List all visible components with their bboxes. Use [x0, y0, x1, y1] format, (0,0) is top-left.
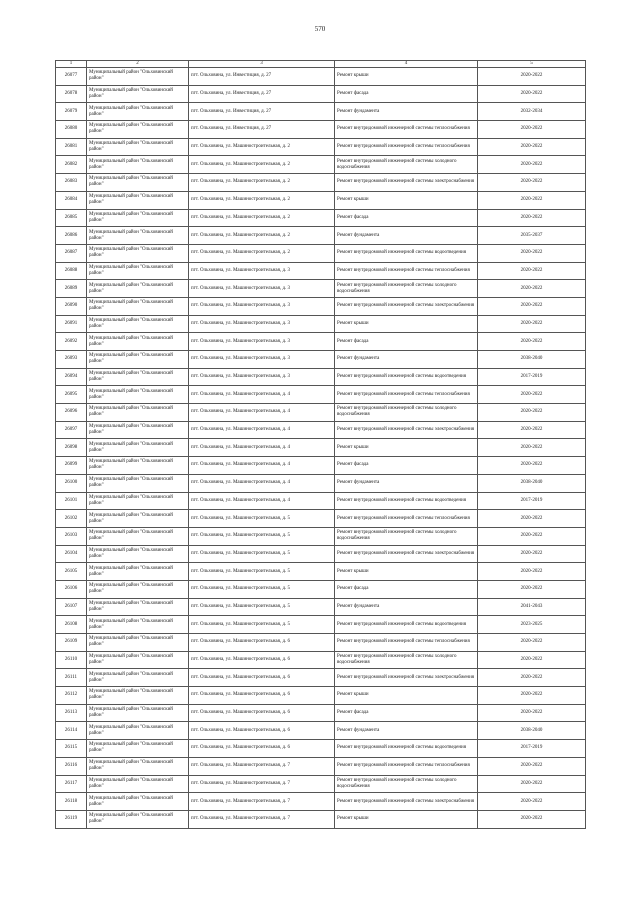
period: 2020-2022 — [478, 580, 586, 598]
table-row — [56, 687, 586, 705]
row-number: 26090 — [56, 297, 87, 315]
address: пгт. Ольховина, ул. Машиностроительная, д. 4 — [189, 474, 335, 492]
address: пгт. Ольховина, ул. Машиностроительная, д. 2 — [189, 209, 335, 227]
work-type: Ремонт фундамента — [335, 227, 478, 245]
row-number: 26109 — [56, 634, 87, 652]
address: пгт. Ольховина, ул. Машиностроительная, д. 5 — [189, 527, 335, 545]
address: пгт. Ольховина, ул. Машиностроительная, д. 3 — [189, 351, 335, 369]
table-row — [56, 527, 586, 545]
row-number: 26098 — [56, 439, 87, 457]
table-row — [56, 580, 586, 598]
row-number: 26100 — [56, 474, 87, 492]
work-type: Ремонт внутридомовой инженерной системы электроснабжения — [335, 669, 478, 687]
work-type: Ремонт крыши — [335, 68, 478, 86]
address: пгт. Ольховина, ул. Машиностроительная, д. 3 — [189, 315, 335, 333]
row-number: 26114 — [56, 722, 87, 740]
district-name: Муниципальный район "Ольховинский район" — [87, 651, 189, 669]
table-row — [56, 209, 586, 227]
row-number: 26080 — [56, 121, 87, 139]
period: 2020-2022 — [478, 775, 586, 793]
period: 2020-2022 — [478, 121, 586, 139]
address: пгт. Ольховина, ул. Машиностроительная, д. 6 — [189, 669, 335, 687]
column-number: 4 — [335, 61, 478, 68]
district-name: Муниципальный район "Ольховинский район" — [87, 280, 189, 298]
period: 2020-2022 — [478, 386, 586, 404]
district-name: Муниципальный район "Ольховинский район" — [87, 262, 189, 280]
table-row — [56, 244, 586, 262]
work-type: Ремонт внутридомовой инженерной системы водоотведения — [335, 740, 478, 758]
work-type: Ремонт фасада — [335, 580, 478, 598]
address: пгт. Ольховина, ул. Машиностроительная, д. 3 — [189, 262, 335, 280]
period: 2020-2022 — [478, 315, 586, 333]
table-row — [56, 634, 586, 652]
period: 2020-2022 — [478, 439, 586, 457]
period: 2020-2022 — [478, 85, 586, 103]
table-row — [56, 793, 586, 811]
period: 2035-2037 — [478, 227, 586, 245]
period: 2032-2034 — [478, 103, 586, 121]
table-row — [56, 297, 586, 315]
district-name: Муниципальный район "Ольховинский район" — [87, 580, 189, 598]
table-row — [56, 598, 586, 616]
district-name: Муниципальный район "Ольховинский район" — [87, 404, 189, 422]
period: 2038-2040 — [478, 474, 586, 492]
table-row — [56, 651, 586, 669]
row-number: 26081 — [56, 138, 87, 156]
row-number: 26104 — [56, 545, 87, 563]
work-type: Ремонт внутридомовой инженерной системы теплоснабжения — [335, 634, 478, 652]
work-type: Ремонт внутридомовой инженерной системы холодного водоснабжения — [335, 775, 478, 793]
district-name: Муниципальный район "Ольховинский район" — [87, 474, 189, 492]
work-type: Ремонт фундамента — [335, 474, 478, 492]
period: 2020-2022 — [478, 457, 586, 475]
work-type: Ремонт фундамента — [335, 103, 478, 121]
table-row — [56, 386, 586, 404]
district-name: Муниципальный район "Ольховинский район" — [87, 722, 189, 740]
address: пгт. Ольховина, ул. Машиностроительная, д. 7 — [189, 757, 335, 775]
work-type: Ремонт внутридомовой инженерной системы электроснабжения — [335, 793, 478, 811]
row-number: 26095 — [56, 386, 87, 404]
table-row — [56, 545, 586, 563]
row-number: 26101 — [56, 492, 87, 510]
period: 2020-2022 — [478, 244, 586, 262]
district-name: Муниципальный район "Ольховинский район" — [87, 121, 189, 139]
table-row — [56, 810, 586, 828]
district-name: Муниципальный район "Ольховинский район" — [87, 297, 189, 315]
row-number: 26083 — [56, 174, 87, 192]
work-type: Ремонт внутридомовой инженерной системы холодного водоснабжения — [335, 404, 478, 422]
period: 2020-2022 — [478, 510, 586, 528]
row-number: 26087 — [56, 244, 87, 262]
district-name: Муниципальный район "Ольховинский район" — [87, 174, 189, 192]
period: 2020-2022 — [478, 634, 586, 652]
work-type: Ремонт фасада — [335, 457, 478, 475]
table-row — [56, 227, 586, 245]
address: пгт. Ольховина, ул. Машиностроительная, д. 4 — [189, 457, 335, 475]
district-name: Муниципальный район "Ольховинский район" — [87, 156, 189, 174]
address: пгт. Ольховина, ул. Машиностроительная, д. 2 — [189, 138, 335, 156]
work-type: Ремонт фундамента — [335, 598, 478, 616]
work-type: Ремонт внутридомовой инженерной системы теплоснабжения — [335, 386, 478, 404]
district-name: Муниципальный район "Ольховинский район" — [87, 492, 189, 510]
page-number: 570 — [314, 25, 326, 33]
period: 2020-2022 — [478, 68, 586, 86]
address: пгт. Ольховина, ул. Машиностроительная, д. 6 — [189, 704, 335, 722]
address: пгт. Ольховина, ул. Машиностроительная, д. 3 — [189, 333, 335, 351]
work-type: Ремонт внутридомовой инженерной системы водоотведения — [335, 492, 478, 510]
row-number: 26094 — [56, 368, 87, 386]
address: пгт. Ольховина, ул. Машиностроительная, д. 2 — [189, 191, 335, 209]
address: пгт. Ольховина, ул. Машиностроительная, д. 3 — [189, 368, 335, 386]
table-row — [56, 138, 586, 156]
district-name: Муниципальный район "Ольховинский район" — [87, 687, 189, 705]
address: пгт. Ольховина, ул. Машиностроительная, д. 5 — [189, 510, 335, 528]
address: пгт. Ольховина, ул. Машиностроительная, д. 5 — [189, 616, 335, 634]
address: пгт. Ольховина, ул. Машиностроительная, д. 6 — [189, 651, 335, 669]
address: пгт. Ольховина, ул. Машиностроительная, д. 5 — [189, 598, 335, 616]
work-type: Ремонт внутридомовой инженерной системы теплоснабжения — [335, 138, 478, 156]
work-type: Ремонт крыши — [335, 191, 478, 209]
period: 2020-2022 — [478, 545, 586, 563]
row-number: 26115 — [56, 740, 87, 758]
address: пгт. Ольховина, ул. Машиностроительная, д. 3 — [189, 280, 335, 298]
column-number: 2 — [87, 61, 189, 68]
work-type: Ремонт внутридомовой инженерной системы теплоснабжения — [335, 757, 478, 775]
district-name: Муниципальный район "Ольховинский район" — [87, 315, 189, 333]
row-number: 26099 — [56, 457, 87, 475]
address: пгт. Ольховина, ул. Машиностроительная, д. 6 — [189, 740, 335, 758]
period: 2020-2022 — [478, 297, 586, 315]
work-type: Ремонт внутридомовой инженерной системы водоотведения — [335, 368, 478, 386]
work-type: Ремонт фасада — [335, 704, 478, 722]
address: пгт. Ольховина, ул. Машиностроительная, д. 7 — [189, 810, 335, 828]
row-number: 26086 — [56, 227, 87, 245]
work-type: Ремонт внутридомовой инженерной системы теплоснабжения — [335, 510, 478, 528]
district-name: Муниципальный район "Ольховинский район" — [87, 775, 189, 793]
address: пгт. Ольховина, ул. Машиностроительная, д. 4 — [189, 404, 335, 422]
row-number: 26106 — [56, 580, 87, 598]
address: пгт. Ольховина, ул. Инвестиция, д. 27 — [189, 103, 335, 121]
period: 2020-2022 — [478, 333, 586, 351]
district-name: Муниципальный район "Ольховинский район" — [87, 757, 189, 775]
work-type: Ремонт крыши — [335, 563, 478, 581]
row-number: 26089 — [56, 280, 87, 298]
period: 2023-2025 — [478, 616, 586, 634]
period: 2017-2019 — [478, 492, 586, 510]
column-number-row — [56, 61, 586, 68]
district-name: Муниципальный район "Ольховинский район" — [87, 421, 189, 439]
repair-schedule-table — [55, 60, 586, 829]
district-name: Муниципальный район "Ольховинский район" — [87, 85, 189, 103]
column-number: 1 — [56, 61, 87, 68]
district-name: Муниципальный район "Ольховинский район" — [87, 68, 189, 86]
table-row — [56, 669, 586, 687]
row-number: 26093 — [56, 351, 87, 369]
district-name: Муниципальный район "Ольховинский район" — [87, 244, 189, 262]
district-name: Муниципальный район "Ольховинский район" — [87, 563, 189, 581]
table-row — [56, 174, 586, 192]
work-type: Ремонт внутридомовой инженерной системы электроснабжения — [335, 174, 478, 192]
row-number: 26108 — [56, 616, 87, 634]
address: пгт. Ольховина, ул. Машиностроительная, д. 5 — [189, 545, 335, 563]
row-number: 26096 — [56, 404, 87, 422]
period: 2020-2022 — [478, 138, 586, 156]
row-number: 26097 — [56, 421, 87, 439]
address: пгт. Ольховина, ул. Инвестиция, д. 27 — [189, 68, 335, 86]
row-number: 26084 — [56, 191, 87, 209]
period: 2020-2022 — [478, 209, 586, 227]
address: пгт. Ольховина, ул. Машиностроительная, д. 7 — [189, 775, 335, 793]
table-row — [56, 722, 586, 740]
table-row — [56, 757, 586, 775]
work-type: Ремонт внутридомовой инженерной системы электроснабжения — [335, 297, 478, 315]
work-type: Ремонт внутридомовой инженерной системы холодного водоснабжения — [335, 651, 478, 669]
column-number: 5 — [478, 61, 586, 68]
district-name: Муниципальный район "Ольховинский район" — [87, 351, 189, 369]
address: пгт. Ольховина, ул. Машиностроительная, д. 4 — [189, 386, 335, 404]
table-row — [56, 262, 586, 280]
district-name: Муниципальный район "Ольховинский район" — [87, 740, 189, 758]
period: 2020-2022 — [478, 687, 586, 705]
period: 2017-2019 — [478, 740, 586, 758]
address: пгт. Ольховина, ул. Машиностроительная, д. 5 — [189, 580, 335, 598]
address: пгт. Ольховина, ул. Машиностроительная, д. 5 — [189, 563, 335, 581]
work-type: Ремонт внутридомовой инженерной системы холодного водоснабжения — [335, 527, 478, 545]
row-number: 26082 — [56, 156, 87, 174]
district-name: Муниципальный район "Ольховинский район" — [87, 191, 189, 209]
address: пгт. Ольховина, ул. Машиностроительная, д. 6 — [189, 687, 335, 705]
address: пгт. Ольховина, ул. Машиностроительная, д. 2 — [189, 227, 335, 245]
work-type: Ремонт крыши — [335, 315, 478, 333]
work-type: Ремонт крыши — [335, 810, 478, 828]
table-row — [56, 740, 586, 758]
address: пгт. Ольховина, ул. Машиностроительная, д. 4 — [189, 421, 335, 439]
address: пгт. Ольховина, ул. Инвестиция, д. 27 — [189, 85, 335, 103]
row-number: 26111 — [56, 669, 87, 687]
period: 2020-2022 — [478, 191, 586, 209]
row-number: 26112 — [56, 687, 87, 705]
row-number: 26107 — [56, 598, 87, 616]
table-row — [56, 775, 586, 793]
period: 2041-2043 — [478, 598, 586, 616]
row-number: 26092 — [56, 333, 87, 351]
period: 2020-2022 — [478, 421, 586, 439]
district-name: Муниципальный район "Ольховинский район" — [87, 510, 189, 528]
work-type: Ремонт внутридомовой инженерной системы водоотведения — [335, 616, 478, 634]
work-type: Ремонт внутридомовой инженерной системы холодного водоснабжения — [335, 280, 478, 298]
table-row — [56, 156, 586, 174]
period: 2020-2022 — [478, 669, 586, 687]
table-row — [56, 280, 586, 298]
address: пгт. Ольховина, ул. Машиностроительная, д. 2 — [189, 244, 335, 262]
district-name: Муниципальный район "Ольховинский район" — [87, 669, 189, 687]
table-row — [56, 121, 586, 139]
row-number: 26078 — [56, 85, 87, 103]
table-row — [56, 351, 586, 369]
work-type: Ремонт внутридомовой инженерной системы электроснабжения — [335, 421, 478, 439]
district-name: Муниципальный район "Ольховинский район" — [87, 138, 189, 156]
work-type: Ремонт внутридомовой инженерной системы электроснабжения — [335, 545, 478, 563]
table-row — [56, 457, 586, 475]
table-row — [56, 563, 586, 581]
row-number: 26116 — [56, 757, 87, 775]
district-name: Муниципальный район "Ольховинский район" — [87, 439, 189, 457]
address: пгт. Ольховина, ул. Инвестиция, д. 27 — [189, 121, 335, 139]
district-name: Муниципальный район "Ольховинский район" — [87, 793, 189, 811]
district-name: Муниципальный район "Ольховинский район" — [87, 704, 189, 722]
period: 2020-2022 — [478, 810, 586, 828]
table-row — [56, 510, 586, 528]
period: 2020-2022 — [478, 527, 586, 545]
row-number: 26088 — [56, 262, 87, 280]
district-name: Муниципальный район "Ольховинский район" — [87, 634, 189, 652]
table-row — [56, 421, 586, 439]
district-name: Муниципальный район "Ольховинский район" — [87, 227, 189, 245]
row-number: 26091 — [56, 315, 87, 333]
period: 2020-2022 — [478, 280, 586, 298]
table-row — [56, 68, 586, 86]
table-row — [56, 368, 586, 386]
district-name: Муниципальный район "Ольховинский район" — [87, 598, 189, 616]
period: 2020-2022 — [478, 404, 586, 422]
row-number: 26085 — [56, 209, 87, 227]
address: пгт. Ольховина, ул. Машиностроительная, д. 4 — [189, 439, 335, 457]
table-row — [56, 333, 586, 351]
row-number: 26110 — [56, 651, 87, 669]
period: 2020-2022 — [478, 156, 586, 174]
district-name: Муниципальный район "Ольховинский район" — [87, 810, 189, 828]
table-row — [56, 474, 586, 492]
work-type: Ремонт внутридомовой инженерной системы теплоснабжения — [335, 121, 478, 139]
work-type: Ремонт фундамента — [335, 722, 478, 740]
table-row — [56, 616, 586, 634]
table-body — [56, 68, 586, 829]
period: 2020-2022 — [478, 174, 586, 192]
period: 2020-2022 — [478, 757, 586, 775]
row-number: 26103 — [56, 527, 87, 545]
row-number: 26102 — [56, 510, 87, 528]
row-number: 26113 — [56, 704, 87, 722]
period: 2017-2019 — [478, 368, 586, 386]
work-type: Ремонт внутридомовой инженерной системы водоотведения — [335, 244, 478, 262]
work-type: Ремонт внутридомовой инженерной системы холодного водоснабжения — [335, 156, 478, 174]
row-number: 26118 — [56, 793, 87, 811]
table-row — [56, 315, 586, 333]
period: 2020-2022 — [478, 704, 586, 722]
row-number: 26079 — [56, 103, 87, 121]
work-type: Ремонт крыши — [335, 439, 478, 457]
district-name: Муниципальный район "Ольховинский район" — [87, 209, 189, 227]
table-row — [56, 191, 586, 209]
work-type: Ремонт фасада — [335, 209, 478, 227]
district-name: Муниципальный район "Ольховинский район" — [87, 457, 189, 475]
table-row — [56, 492, 586, 510]
period: 2020-2022 — [478, 262, 586, 280]
row-number: 26119 — [56, 810, 87, 828]
row-number: 26105 — [56, 563, 87, 581]
address: пгт. Ольховина, ул. Машиностроительная, д. 7 — [189, 793, 335, 811]
row-number: 26077 — [56, 68, 87, 86]
work-type: Ремонт внутридомовой инженерной системы теплоснабжения — [335, 262, 478, 280]
district-name: Муниципальный район "Ольховинский район" — [87, 616, 189, 634]
period: 2038-2040 — [478, 722, 586, 740]
address: пгт. Ольховина, ул. Машиностроительная, д. 2 — [189, 156, 335, 174]
address: пгт. Ольховина, ул. Машиностроительная, д. 2 — [189, 174, 335, 192]
district-name: Муниципальный район "Ольховинский район" — [87, 386, 189, 404]
table-row — [56, 103, 586, 121]
table-row — [56, 704, 586, 722]
address: пгт. Ольховина, ул. Машиностроительная, д. 4 — [189, 492, 335, 510]
work-type: Ремонт фундамента — [335, 351, 478, 369]
work-type: Ремонт фасада — [335, 85, 478, 103]
column-number: 3 — [189, 61, 335, 68]
address: пгт. Ольховина, ул. Машиностроительная, д. 3 — [189, 297, 335, 315]
table-row — [56, 404, 586, 422]
table-row — [56, 439, 586, 457]
period: 2020-2022 — [478, 651, 586, 669]
table-row — [56, 85, 586, 103]
district-name: Муниципальный район "Ольховинский район" — [87, 368, 189, 386]
period: 2038-2040 — [478, 351, 586, 369]
period: 2020-2022 — [478, 563, 586, 581]
row-number: 26117 — [56, 775, 87, 793]
period: 2020-2022 — [478, 793, 586, 811]
district-name: Муниципальный район "Ольховинский район" — [87, 333, 189, 351]
work-type: Ремонт крыши — [335, 687, 478, 705]
address: пгт. Ольховина, ул. Машиностроительная, д. 6 — [189, 634, 335, 652]
district-name: Муниципальный район "Ольховинский район" — [87, 545, 189, 563]
district-name: Муниципальный район "Ольховинский район" — [87, 103, 189, 121]
work-type: Ремонт фасада — [335, 333, 478, 351]
district-name: Муниципальный район "Ольховинский район" — [87, 527, 189, 545]
address: пгт. Ольховина, ул. Машиностроительная, д. 6 — [189, 722, 335, 740]
